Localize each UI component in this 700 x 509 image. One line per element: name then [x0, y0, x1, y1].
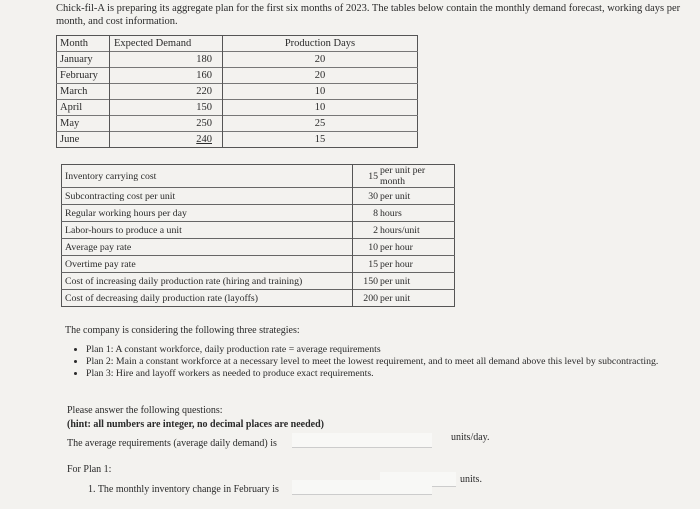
cost-value: 150 [353, 273, 380, 290]
cost-label: Average pay rate [62, 239, 353, 256]
demand-cell: 160 [110, 68, 223, 84]
cost-unit: per unit per month [380, 165, 426, 187]
table-row [62, 273, 455, 290]
month-cell: March [57, 84, 110, 100]
cost-label: Cost of increasing daily production rate (hiring and training) [62, 273, 353, 290]
table-row [62, 188, 455, 205]
cost-label: Subcontracting cost per unit [62, 188, 353, 205]
cost-unit: per unit [379, 188, 455, 205]
month-cell: May [57, 116, 110, 132]
cost-unit: hours [379, 205, 455, 222]
cost-unit: per unit [379, 290, 455, 307]
avg-req-answer-input[interactable] [292, 433, 432, 448]
hint-text: (hint: all numbers are integer, no decimal places are needed) [67, 419, 325, 430]
cost-value: 10 [353, 239, 380, 256]
strategies-intro: The company is considering the following three strategies: [65, 325, 300, 336]
table-row [57, 116, 418, 132]
month-cell: January [57, 52, 110, 68]
header-expected-demand: Expected Demand [110, 36, 223, 52]
cost-label: Overtime pay rate [62, 256, 353, 273]
plan-item: • Plan 3: Hire and layoff workers as needed to produce exact requirements. [86, 368, 676, 380]
plan-item: • Plan 2: Main a constant workforce at a necessary level to meet the lowest requirement, and to meet all demand above this level by subcontracting. [86, 356, 676, 368]
table-row [62, 222, 455, 239]
cost-table [61, 164, 455, 307]
table-row [62, 165, 455, 188]
table-row [62, 205, 455, 222]
demand-cell: 220 [110, 84, 223, 100]
plan1-unit: units. [460, 474, 482, 485]
cost-value: 8 [353, 205, 380, 222]
cost-unit: per hour [379, 239, 455, 256]
cost-unit: per hour [379, 256, 455, 273]
month-cell: February [57, 68, 110, 84]
header-production-days: Production Days [284, 38, 356, 49]
table-row [57, 52, 418, 68]
table-row [57, 132, 418, 148]
demand-cell: 150 [110, 100, 223, 116]
intro-text: Chick-fil-A is preparing its aggregate plan for the first six months of 2023. The tables below contain the monthly demand forecast, working days per month, and cost information. [56, 3, 681, 27]
cost-label: Cost of decreasing daily production rate (layoffs) [62, 290, 353, 307]
plan-item: • Plan 1: A constant workforce, daily production rate = average requirements [86, 344, 676, 356]
demand-cell: 180 [110, 52, 223, 68]
days-cell: 20 [223, 52, 418, 68]
table-row [62, 256, 455, 273]
demand-header-row [57, 36, 418, 52]
table-row [62, 239, 455, 256]
cost-unit: hours/unit [379, 222, 455, 239]
days-cell: 25 [223, 116, 418, 132]
days-cell: 10 [223, 84, 418, 100]
month-cell: June [57, 132, 110, 148]
cost-value: 15 [368, 170, 378, 182]
plan1-heading: For Plan 1: [67, 464, 112, 475]
days-cell: 20 [223, 68, 418, 84]
avg-req-question: The average requirements (average daily demand) is [67, 438, 277, 449]
feb-inventory-answer-input[interactable] [292, 480, 432, 495]
cost-value: 2 [353, 222, 380, 239]
demand-cell: 250 [110, 116, 223, 132]
table-row [57, 68, 418, 84]
demand-table [56, 35, 418, 148]
days-cell: 10 [223, 100, 418, 116]
cost-label: Regular working hours per day [62, 205, 353, 222]
month-cell: April [57, 100, 110, 116]
demand-cell: 240 [110, 132, 223, 148]
header-month: Month [57, 36, 110, 52]
feb-inventory-question: 1. The monthly inventory change in February is [88, 484, 279, 495]
avg-req-unit: units/day. [451, 432, 490, 443]
table-row [62, 290, 455, 307]
table-row [57, 100, 418, 116]
plans-list [72, 344, 676, 380]
table-row [57, 84, 418, 100]
cost-label: Inventory carrying cost [62, 165, 353, 188]
cost-value: 200 [353, 290, 380, 307]
days-cell: 15 [223, 132, 418, 148]
cost-value: 30 [353, 188, 380, 205]
cost-value: 15 [353, 256, 380, 273]
cost-unit: per unit [379, 273, 455, 290]
cost-label: Labor-hours to produce a unit [62, 222, 353, 239]
questions-prompt: Please answer the following questions: [67, 405, 223, 416]
